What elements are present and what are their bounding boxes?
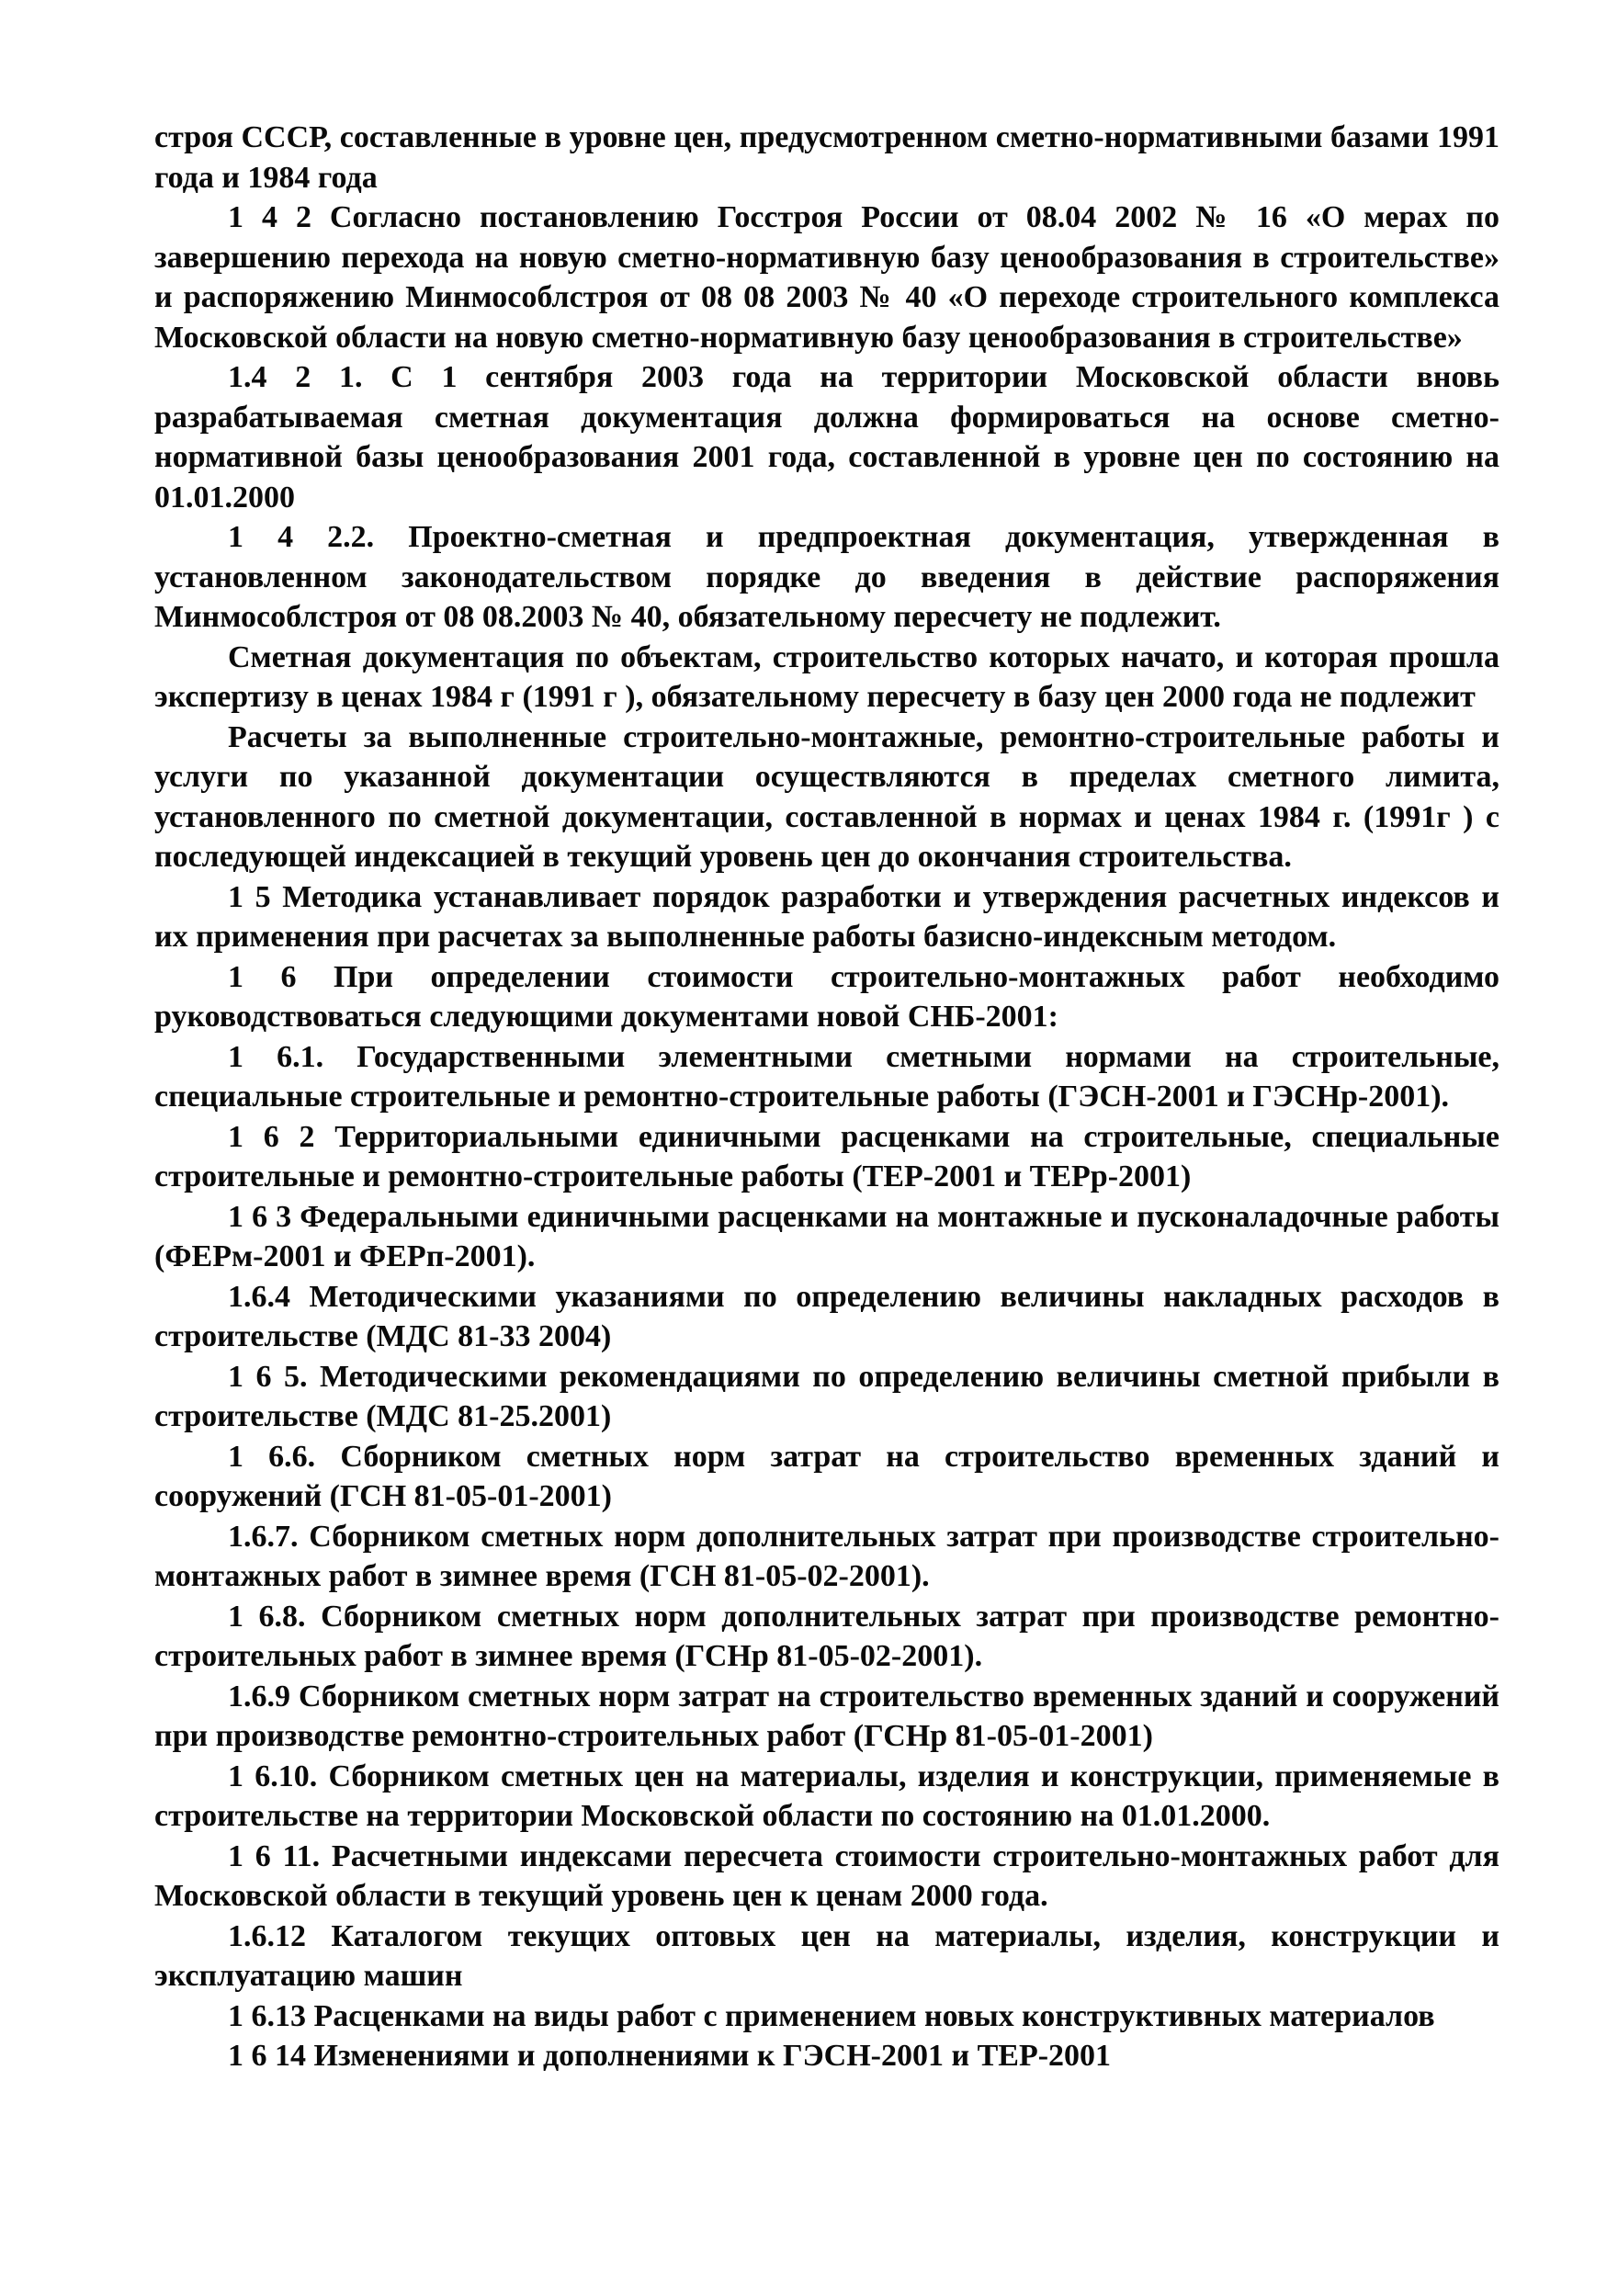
- paragraph-1-4-2: 1 4 2 Согласно постановлению Госстроя России от 08.04 2002 № 16 «О мерах по завершению перехода на новую сметно-нормативную базу ценообразования в строительстве» и распоряжению Минмособлстроя от 08 08 2003 № 40 «О переходе строительного комплекса Московской области на новую сметно-нормативную базу ценообразования в строительстве»: [154, 200, 1499, 355]
- paragraph-1-4-2-1: 1.4 2 1. С 1 сентября 2003 года на территории Московской области вновь разрабатываемая сметная документация должна формироваться на основе сметно-нормативной базы ценообразования 2001 года, составленной в уровне цен по состоянию на 01.01.2000: [154, 360, 1499, 515]
- paragraph-expertise-note: Сметная документация по объектам, строительство которых начато, и которая прошла экспертизу в ценах 1984 г (1991 г ), обязательному пересчету в базу цен 2000 года не подлежит: [154, 639, 1499, 714]
- paragraph-settlements-note: Расчеты за выполненные строительно-монтажные, ремонтно-строительные работы и услуги по указанной документации осуществляются в пределах сметного лимита, установленного по сметной документации, составленной в нормах и ценах 1984 г. (1991г ) с последующей индексацией в текущий уровень цен до окончания строительства.: [154, 719, 1499, 874]
- paragraph-1-6-11: 1 6 11. Расчетными индексами пересчета стоимости строительно-монтажных работ для Московской области в текущий уровень цен к ценам 2000 года.: [154, 1838, 1499, 1913]
- paragraph-1-6-3: 1 6 3 Федеральными единичными расценками на монтажные и пусконаладочные работы (ФЕРм-2001 и ФЕРп-2001).: [154, 1199, 1499, 1273]
- paragraph-1-6-1: 1 6.1. Государственными элементными сметными нормами на строительные, специальные строительные и ремонтно-строительные работы (ГЭСН-2001 и ГЭСНр-2001).: [154, 1039, 1499, 1114]
- paragraph-1-6-8: 1 6.8. Сборником сметных норм дополнительных затрат при производстве ремонтно-строительных работ в зимнее время (ГСНр 81-05-02-2001).: [154, 1599, 1499, 1673]
- paragraph-1-6-14: 1 6 14 Изменениями и дополнениями к ГЭСН-2001 и ТЕР-2001: [228, 2039, 1112, 2073]
- paragraph-1-6: 1 6 При определении стоимости строительно-монтажных работ необходимо руководствоваться следующими документами новой СНБ-2001:: [154, 959, 1499, 1034]
- paragraph-1-5: 1 5 Методика устанавливает порядок разработки и утверждения расчетных индексов и их применения при расчетах за выполненные работы базисно-индексным методом.: [154, 879, 1499, 954]
- paragraph-1-6-12: 1.6.12 Каталогом текущих оптовых цен на материалы, изделия, конструкции и эксплуатацию машин: [154, 1918, 1499, 1993]
- paragraph-1-6-13: 1 6.13 Расценками на виды работ с применением новых конструктивных материалов: [228, 1998, 1435, 2033]
- paragraph-1-6-5: 1 6 5. Методическими рекомендациями по определению величины сметной прибыли в строительстве (МДС 81-25.2001): [154, 1359, 1499, 1433]
- paragraph-1-6-6: 1 6.6. Сборником сметных норм затрат на строительство временных зданий и сооружений (ГСН 81-05-01-2001): [154, 1439, 1499, 1513]
- document-body: [154, 118, 1499, 2076]
- paragraph-1-6-4: 1.6.4 Методическими указаниями по определению величины накладных расходов в строительстве (МДС 81-33 2004): [154, 1279, 1499, 1353]
- paragraph-1-6-2: 1 6 2 Территориальными единичными расценками на строительные, специальные строительные и ремонтно-строительные работы (ТЕР-2001 и ТЕРр-2001): [154, 1119, 1499, 1193]
- paragraph-1-6-9: 1.6.9 Сборником сметных норм затрат на строительство временных зданий и сооружений при производстве ремонтно-строительных работ (ГСНр 81-05-01-2001): [154, 1679, 1499, 1753]
- paragraph-1-6-7: 1.6.7. Сборником сметных норм дополнительных затрат при производстве строительно-монтажных работ в зимнее время (ГСН 81-05-02-2001).: [154, 1519, 1499, 1593]
- paragraph-1-4-2-2: 1 4 2.2. Проектно-сметная и предпроектная документация, утвержденная в установленном законодательством порядке до введения в действие распоряжения Минмособлстроя от 08 08.2003 № 40, обязательному пересчету не подлежит.: [154, 520, 1499, 634]
- paragraph-continuation: строя СССР, составленные в уровне цен, предусмотренном сметно-нормативными базами 1991 года и 1984 года: [154, 120, 1499, 195]
- paragraph-1-6-10: 1 6.10. Сборником сметных цен на материалы, изделия и конструкции, применяемые в строительстве на территории Московской области по состоянию на 01.01.2000.: [154, 1759, 1499, 1833]
